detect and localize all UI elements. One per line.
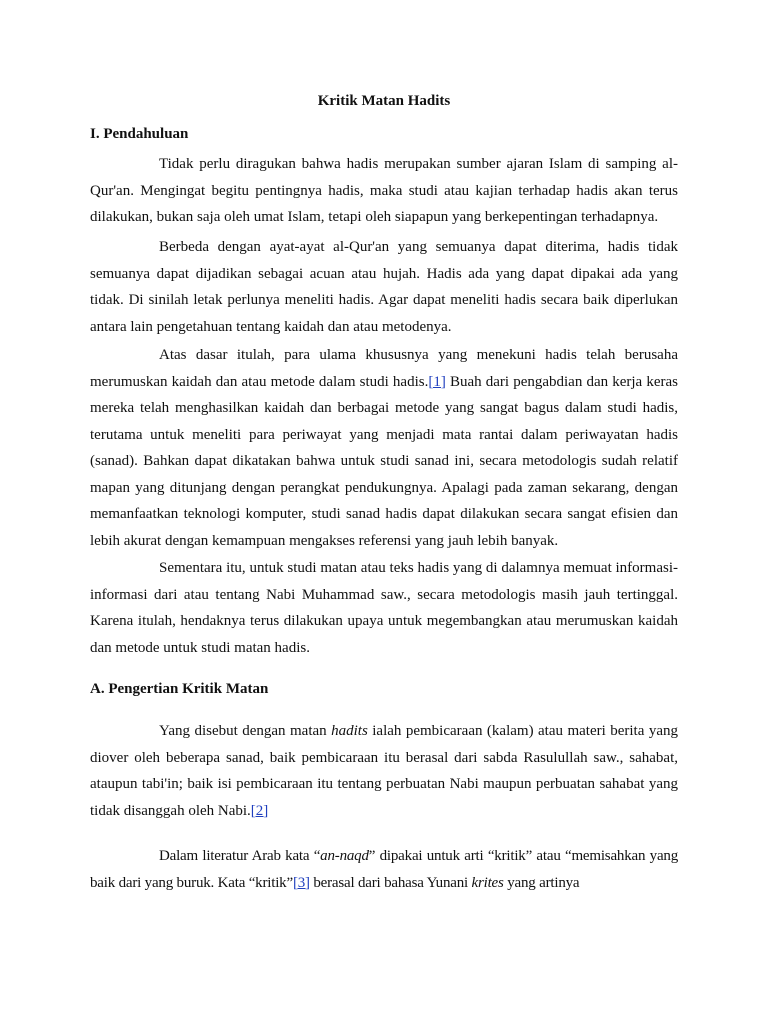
paragraph-4: Sementara itu, untuk studi matan atau teks hadis yang di dalamnya memuat informasi-informasi dari atau tentang Nabi Muhammad saw., secara metodologis masih jauh tertinggal. Karena itulah, hendaknya terus dilakukan upaya untuk megembangkan atau merumuskan kaidah dan metode untuk studi matan hadis. bbox=[90, 560, 678, 656]
paragraph-1: Tidak perlu diragukan bahwa hadis merupakan sumber ajaran Islam di samping al-Qur'an. Mengingat begitu pentingnya hadis, maka studi atau kajian terhadap hadis akan terus dilakukan, bukan saja oleh umat Islam, tetapi oleh siapapun yang berkepentingan terhadapnya. bbox=[90, 156, 678, 225]
paragraph-6-text-a: Dalam literatur Arab kata “ bbox=[159, 848, 321, 864]
paragraph-3-text-b: Buah dari pengabdian dan kerja keras mereka telah menghasilkan kaidah dan berbagai metode yang sangat bagus dalam studi hadis, terutama untuk meneliti para periwayat yang menjadi mata rantai dalam periwayatan hadis (sanad). Bahkan dapat dikatakan bahwa untuk studi sanad ini, secara metodologis sudah relatif mapan yang ditunjang dengan perangkat pendukungnya. Apalagi pada zaman sekarang, dengan memanfaatkan teknologi komputer, studi sanad hadis dapat dilakukan secara sangat efisien dan lebih akurat dengan kemampuan mengakses referensi yang jauh lebih banyak. bbox=[90, 373, 678, 549]
footnote-ref-3[interactable]: [3] bbox=[292, 874, 310, 891]
paragraph-3-text-a: Atas dasar itulah, para ulama khususnya yang menekuni hadis telah berusaha merumuskan kaidah dan atau metode dalam studi hadis. bbox=[90, 347, 678, 390]
paragraph-5-text-a: Yang disebut dengan matan bbox=[159, 723, 332, 739]
page-title: Kritik Matan Hadits bbox=[317, 93, 451, 109]
paragraph-6-text-d: yang artinya bbox=[503, 874, 580, 891]
paragraph-6-italic-krites: krites bbox=[471, 874, 504, 891]
paragraph-5-italic-hadits: hadits bbox=[331, 723, 368, 739]
section-heading-pendahuluan: I. Pendahuluan bbox=[90, 126, 189, 142]
paragraph-6 bbox=[90, 843, 678, 896]
paragraph-6-text-b: ” dipakai untuk arti “kritik” atau “memisahkan yang baik dari yang buruk. Kata “kritik” bbox=[90, 848, 678, 891]
footnote-ref-1[interactable]: [1] bbox=[428, 373, 446, 390]
footnote-ref-2[interactable]: [2] bbox=[250, 802, 269, 819]
paragraph-5 bbox=[90, 718, 678, 824]
paragraph-6-italic-an-naqd: an-naqd bbox=[320, 848, 369, 864]
paragraph-2: Berbeda dengan ayat-ayat al-Qur'an yang semuanya dapat diterima, hadis tidak semuanya dapat dijadikan sebagai acuan atau hujah. Hadis ada yang dapat dipakai ada yang tidak. Di sinilah letak perlunya meneliti hadis. Agar dapat meneliti hadis secara baik diperlukan antara lain pengetahuan tentang kaidah dan atau metodenya. bbox=[90, 239, 678, 335]
paragraph-3 bbox=[90, 342, 678, 554]
section-heading-pengertian: A. Pengertian Kritik Matan bbox=[90, 681, 269, 697]
paragraph-5-text-b: ialah pembicaraan (kalam) atau materi berita yang diover oleh beberapa sanad, baik pembicaraan itu berasal dari sabda Rasulullah saw., sahabat, ataupun tabi'in; baik isi pembicaraan itu tentang perbuatan Nabi maupun perbuatan sahabat yang tidak disanggah oleh Nabi. bbox=[90, 723, 678, 819]
paragraph-6-text-c: berasal dari bahasa Yunani bbox=[309, 874, 472, 891]
